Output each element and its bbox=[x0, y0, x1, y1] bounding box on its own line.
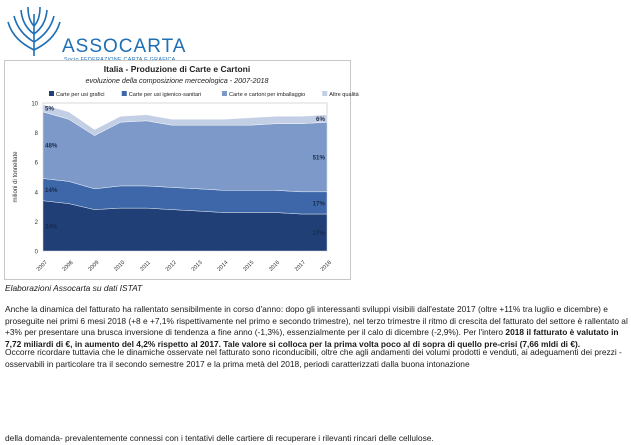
paragraph-run: Anche la dinamica del fatturato ha rallentato sensibilmente in corso d'anno: dopo gli interessanti sviluppi visibili dall'estate 2017 (oltre +11% tra luglio e dicembre) e proseguite nei primi 6 mesi 2018 (+8 e +7,1% rispettivamente nel primo e secondo trimestre), nel terzo trimestre il ritmo di crescita del fatturato del settore è rallentato al +3% per presentare una brusca inversione di tendenza a fine anno (-1,3%), essenzialmente per il calo di dicembre (-2,9%). Per l'intero bbox=[5, 304, 628, 338]
paragraph-run: della domanda- prevalentemente connessi con i tentativi delle cartiere di recuperare i rilevanti rincari delle cellulose. bbox=[5, 433, 434, 443]
brand-name: ASSOCARTA bbox=[62, 36, 187, 57]
x-tick-label: 2015 bbox=[242, 259, 256, 273]
paragraph-run: 2018 il fatturato è valutato in 7,72 miliardi di €, in aumento del 4,2% rispetto al 2017. Tale valore si colloca per la prima volta poco al di sopra di quello pre-crisi (7,66 mldi di €). bbox=[5, 327, 619, 350]
legend-label: Carte per usi grafici bbox=[56, 92, 105, 98]
legend-swatch bbox=[122, 91, 127, 96]
legend-label: Altre qualità bbox=[329, 92, 359, 98]
production-chart bbox=[5, 61, 359, 279]
chart-title: Italia - Produzione di Carte e Cartoni bbox=[103, 64, 251, 74]
x-tick-label: 2016 bbox=[268, 259, 282, 273]
paragraph-demand bbox=[5, 433, 629, 445]
annotation-right: 6% bbox=[316, 116, 325, 124]
x-tick-label: 2014 bbox=[216, 259, 230, 273]
legend-label: Carte e cartoni per imballaggio bbox=[229, 92, 306, 98]
legend-swatch bbox=[49, 91, 54, 96]
annotation-left: 14% bbox=[45, 187, 58, 195]
annotation-left: 48% bbox=[45, 142, 58, 150]
y-tick-label: 8 bbox=[34, 131, 38, 138]
paragraph-revenue bbox=[5, 304, 629, 351]
y-tick-label: 4 bbox=[34, 190, 38, 197]
x-tick-label: 2009 bbox=[87, 259, 101, 273]
x-tick-label: 2017 bbox=[293, 259, 307, 273]
chart-container bbox=[4, 60, 359, 280]
annotation-right: 51% bbox=[312, 154, 325, 162]
legend-swatch bbox=[222, 91, 227, 96]
y-axis-label: milioni di tonnellate bbox=[13, 151, 19, 203]
x-tick-label: 2007 bbox=[35, 259, 49, 273]
y-tick-label: 6 bbox=[34, 160, 38, 167]
x-tick-label: 2010 bbox=[113, 259, 127, 273]
annotation-right: 17% bbox=[312, 200, 325, 208]
x-tick-label: 2008 bbox=[61, 259, 75, 273]
legend-label: Carte per usi igienico-sanitari bbox=[128, 92, 202, 98]
x-tick-label: 2011 bbox=[139, 259, 152, 273]
chart-subtitle: evoluzione della composizione merceologica - 2007-2018 bbox=[85, 76, 269, 85]
stylized-tree-logo-icon bbox=[4, 4, 64, 60]
y-tick-label: 2 bbox=[34, 219, 38, 226]
y-tick-label: 0 bbox=[34, 249, 38, 256]
chart-source: Elaborazioni Assocarta su dati ISTAT bbox=[5, 283, 143, 293]
annotation-left: 5% bbox=[45, 105, 54, 113]
x-tick-label: 2013 bbox=[190, 259, 204, 273]
x-tick-label: 2018 bbox=[319, 259, 333, 273]
annotation-left: 34% bbox=[45, 223, 58, 231]
annotation-right: 27% bbox=[312, 230, 325, 237]
y-tick-label: 10 bbox=[31, 101, 38, 108]
x-tick-label: 2012 bbox=[164, 259, 178, 273]
paragraph-prices bbox=[5, 347, 629, 370]
paragraph-run: Occorre ricordare tuttavia che le dinamiche osservate nel fatturato sono riconducibili, oltre che agli andamenti dei volumi prodotti e venduti, ai adeguamenti dei prezzi -osservabili in particolare tra il secondo semestre 2017 e la prima metà del 2018, periodi caratterizzati dalla buona intonazione bbox=[5, 347, 622, 369]
legend-swatch bbox=[322, 91, 327, 96]
